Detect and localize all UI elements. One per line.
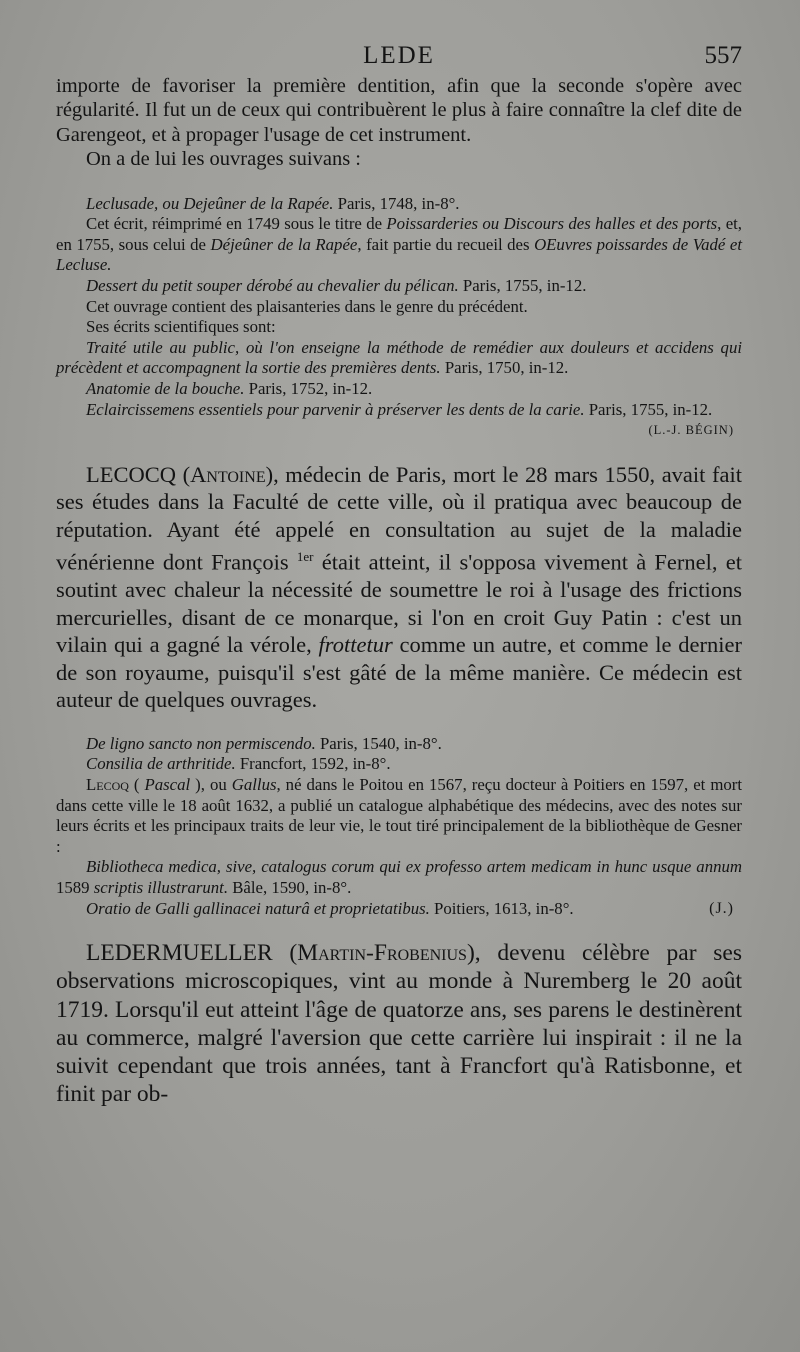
work-imprint: Paris, 1755, in-12.	[458, 276, 587, 295]
work-title: Traité utile au public, où l'on enseigne la méthode de remédier aux douleurs et accidens qui précèdent et accompagnent la sortie des premières dents.	[56, 337, 742, 378]
work-imprint: Poitiers, 1613, in-8°.	[429, 898, 574, 918]
lede-work-3	[56, 338, 742, 379]
lede-work-4	[56, 379, 742, 400]
running-head	[56, 42, 742, 74]
work-title: Oratio de Galli gallinacei naturâ et proprietatibus.	[86, 898, 430, 918]
work-title: Leclusade, ou Dejeûner de la Rapée.	[86, 193, 334, 213]
work-title: Consilia de arthritide.	[86, 754, 236, 774]
entry-text: était atteint, il s'opposa vivement à Fernel, et soutint avec chaleur la nécessité de soumettre le roi à l'usage des frictions mercurielles, disant de ce monarque, si l'on en croit Guy Patin : c'est un vilain qui a gagné la vérole,	[56, 549, 742, 658]
lecocq-works-list	[56, 734, 742, 919]
author-signature: (L.-J. BÉGIN)	[648, 423, 734, 438]
note-text: ), ou	[190, 774, 232, 794]
work-title: Bibliotheca medica, sive, catalogus corum qui ex professo artem medicam in hunc usque annum	[86, 857, 742, 877]
entry-headword: LECOCQ (	[86, 461, 191, 487]
entry-headword-close: )	[466, 940, 475, 967]
work-imprint: Paris, 1752, in-12.	[244, 378, 373, 398]
work-title: scriptis illustrarunt.	[93, 877, 229, 897]
work-imprint: Francfort, 1592, in-8°.	[235, 754, 391, 774]
entry-headword-close: )	[265, 461, 274, 487]
work-title: Déjeûner de la Rapée	[210, 234, 358, 254]
entry-text: comme un autre, et comme le dernier de son royaume, puisqu'il s'est gâté de la même manière. Ce médecin est auteur de quelques ouvrages.	[56, 632, 743, 713]
work-imprint: Paris, 1748, in-8°.	[333, 193, 460, 213]
running-head-title: LEDE	[363, 42, 435, 69]
subentry-latin-name: Gallus	[231, 774, 277, 794]
subentry-headword: Lecoq	[86, 774, 129, 794]
entry-forename: Martin-Frobenius	[297, 940, 467, 967]
lede-work-5	[56, 399, 742, 438]
work-imprint: Paris, 1540, in-8°.	[315, 733, 442, 753]
note-text: , né dans le Poitou en 1567, reçu docteur à Poitiers en 1597, et mort dans cette ville le 18 août 1632, a publié un catalogue alphabétique des médecins, avec des notes sur leurs écrits et les principaux traits de leur vie, le tout tiré principalement de la bibliothèque de Gesner :	[56, 774, 743, 856]
subentry-forename: Pascal	[144, 774, 191, 794]
ledermueller-entry	[56, 939, 742, 1108]
lede-work-2	[56, 276, 742, 297]
pascal-work-2	[56, 899, 742, 920]
work-title: De ligno sancto non permiscendo.	[86, 733, 316, 753]
entry-italic-word: frottetur	[318, 632, 393, 658]
lecocq-entry	[56, 461, 742, 714]
note-text: (	[128, 774, 145, 794]
pascal-lecoq-subentry	[56, 775, 742, 857]
lede-scientific-intro: Ses écrits scientifiques sont:	[86, 317, 276, 337]
entry-text: , médecin de Paris, mort le 28 mars 1550, avait fait ses études dans la Faculté de cette ville, où il pratiqua avec beaucoup de réputation. Ayant été appelé en consultation au sujet de la maladie vénérienne dont François	[56, 461, 742, 575]
work-title: Anatomie de la bouche.	[86, 378, 245, 398]
lede-work-1-note	[56, 214, 742, 276]
work-title: OEuvres poissardes de Vadé et Lecluse.	[56, 234, 742, 275]
work-year: 1589	[56, 877, 94, 897]
king-ordinal: 1er	[296, 549, 314, 565]
lede-work-1	[56, 194, 742, 215]
pascal-work-1	[56, 857, 742, 898]
work-title: Dessert du petit souper dérobé au chevalier du pélican.	[86, 276, 459, 295]
work-imprint: Paris, 1755, in-12.	[584, 399, 713, 419]
lecocq-work-1	[56, 734, 742, 755]
lecocq-work-2	[56, 754, 742, 775]
note-text: , et, en 1755, sous celui de	[56, 214, 743, 254]
note-text: , fait partie du recueil des	[357, 234, 535, 254]
lede-continuation-paragraph: importe de favoriser la première dentition, afin que la seconde s'opère avec régularité. Il fut un de ceux qui contribuèrent le plus à faire connaître la clef dite de Garengeot, et à propager l'usage de cet instrument.	[56, 75, 742, 146]
entry-headword: LEDERMUELLER (	[86, 940, 298, 967]
lede-works-list	[56, 194, 742, 441]
lede-work-2-note: Cet ouvrage contient des plaisanteries dans le genre du précédent.	[86, 296, 528, 316]
work-title: Eclaircissemens essentiels pour parvenir à préserver les dents de la carie.	[86, 399, 585, 419]
entry-forename: Antoine	[190, 461, 266, 487]
note-text: Cet écrit, réimprimé en 1749 sous le titre de	[86, 214, 387, 234]
entry-text: , devenu célèbre par ses observations microscopiques, vint au monde à Nuremberg le 20 août 1719. Lorsqu'il eut atteint l'âge de quatorze ans, ses parens le destinèrent au commerce, malgré l'aversion que cette carrière lui inspirait : il ne la suivit cependant que trois années, tant à Francfort qu'à Ratisbonne, et finit par ob-	[56, 940, 742, 1108]
lede-works-intro: On a de lui les ouvrages suivans :	[86, 148, 361, 171]
work-imprint: Paris, 1750, in-12.	[440, 358, 569, 378]
work-title: Poissarderies ou Discours des halles et des ports	[386, 214, 718, 234]
author-signature: (J.)	[709, 899, 734, 917]
work-imprint: Bâle, 1590, in-8°.	[228, 877, 352, 897]
page-number: 557	[704, 42, 742, 69]
